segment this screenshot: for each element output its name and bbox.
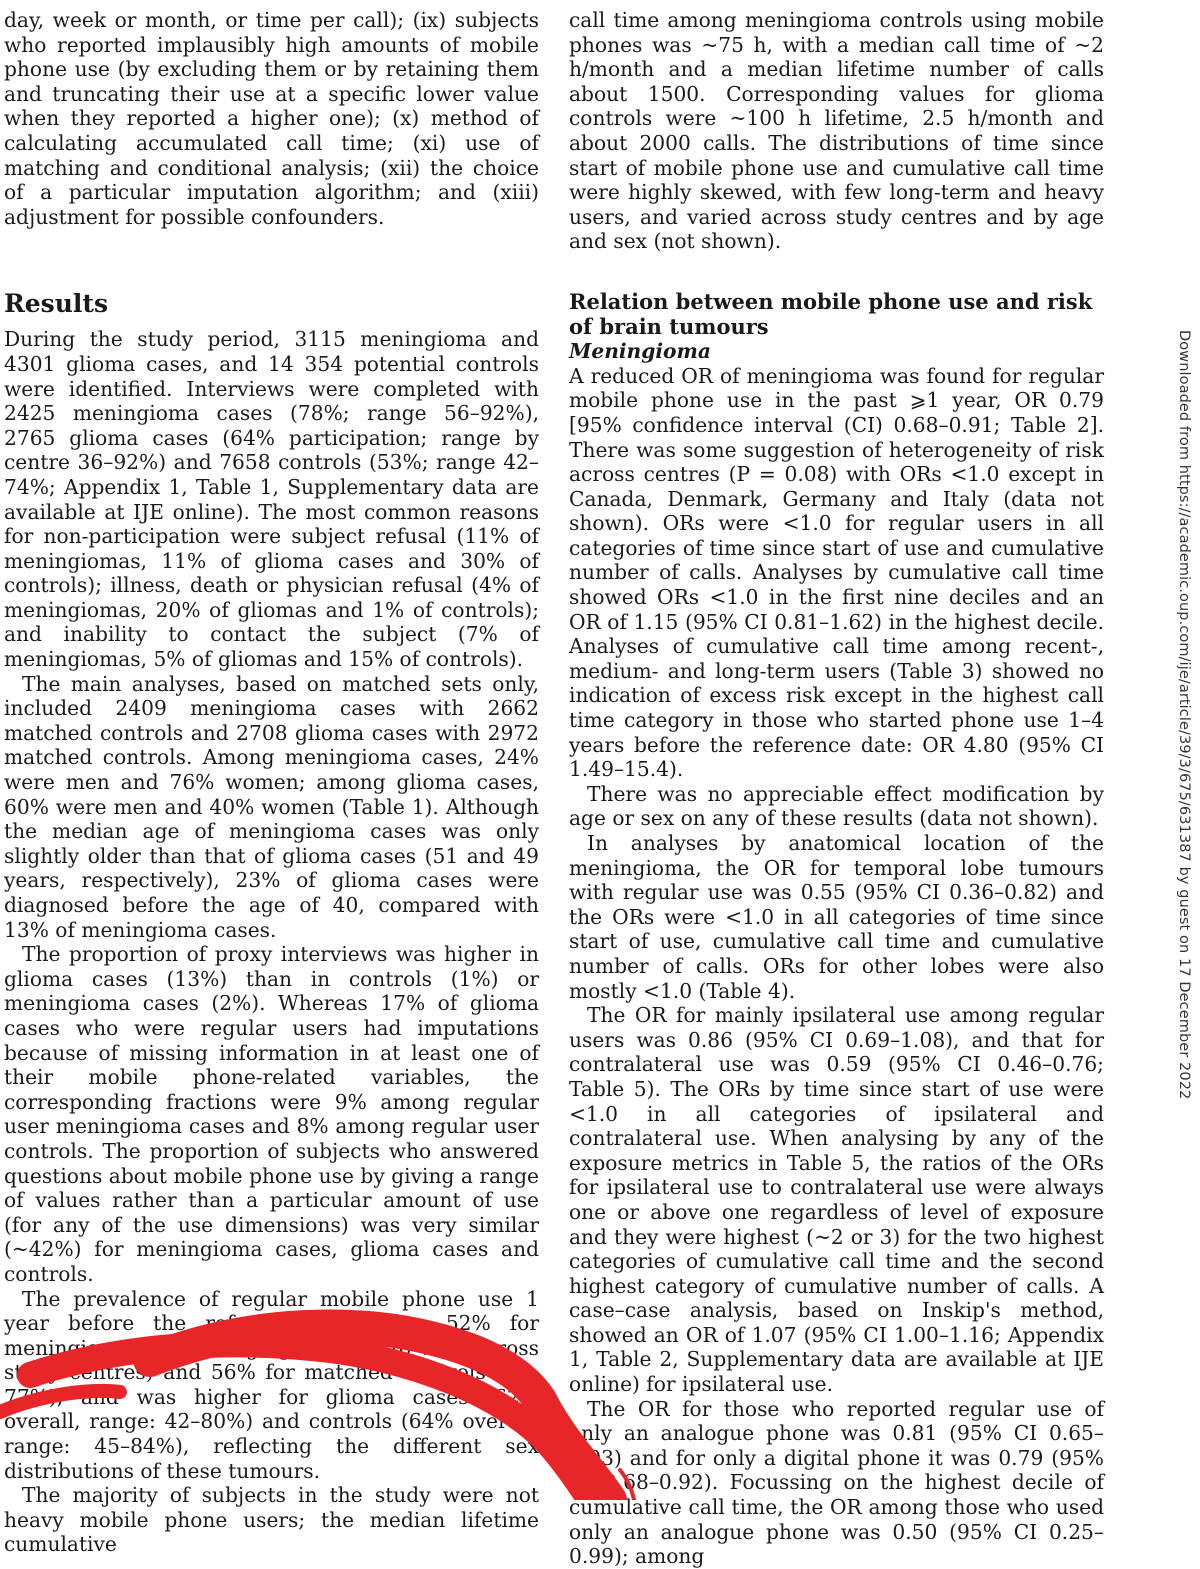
meningioma-paragraph-3: In analyses by anatomical location of the meningioma, the OR for temporal lobe tumours with regular use was 0.55 (95% CI 0.36–0.82) and the ORs were <1.0 in all categories of time since start of use, cumulative call time and cumulative number of calls. ORs for other lobes were also mostly <1.0 (Table 4). bbox=[569, 831, 1104, 1003]
download-watermark: Downloaded from https://academic.oup.com/ije/article/39/3/675/631387 by guest on 17 December 2022 bbox=[1176, 330, 1192, 1100]
relation-heading: Relation between mobile phone use and risk of brain tumours bbox=[569, 288, 1093, 339]
meningioma-paragraph-1: A reduced OR of meningioma was found for regular mobile phone use in the past ⩾1 year, OR 0.79 [95% confidence interval (CI) 0.68–0.91; Table 2]. There was some suggestion of heterogeneity of risk across centres (P = 0.08) with ORs <1.0 except in Canada, Denmark, Germany and Italy (data not shown). ORs were <1.0 for regular users in all categories of time since start of use and cumulative number of calls. Analyses by cumulative call time showed ORs <1.0 in the first nine deciles and an OR of 1.15 (95% CI 0.81–1.62) in the highest decile. Analyses of cumulative call time among recent-, medium- and long-term users (Table 3) showed no indication of excess risk except in the highest call time category in those who started phone use 1–4 years before the reference date: OR 4.80 (95% CI 1.49–15.4). bbox=[569, 363, 1104, 782]
meningioma-paragraph-4: The OR for mainly ipsilateral use among regular users was 0.86 (95% CI 0.69–1.08), and that for contralateral use was 0.59 (95% CI 0.46–0.76; Table 5). The ORs by time since start of use were <1.0 in all categories of ipsilateral and contralateral use. When analysing by any of the exposure metrics in Table 5, the ratios of the ORs for ipsilateral use to contralateral use were always one or above one regardless of level of exposure and they were highest (~2 or 3) for the two highest categories of cumulative call time and the second highest category of cumulative number of calls. A case–case analysis, based on Inskip's method, showed an OR of 1.07 (95% CI 1.00–1.16; Appendix 1, Table 2, Supplementary data are available at IJE online) for ipsilateral use. bbox=[569, 1003, 1104, 1397]
left-column bbox=[4, 8, 539, 1557]
results-paragraph-5: The majority of subjects in the study were not heavy mobile phone users; the median lifetime cumulative bbox=[4, 1483, 539, 1557]
meningioma-paragraph-2: There was no appreciable effect modification by age or sex on any of these results (data not shown). bbox=[569, 781, 1104, 831]
results-paragraph-2: The main analyses, based on matched sets only, included 2409 meningioma cases with 2662 matched controls and 2708 glioma cases with 2972 matched controls. Among meningioma cases, 24% were men and 76% women; among glioma cases, 60% were men and 40% women (Table 1). Although the median age of meningioma cases was only slightly older than that of glioma cases (51 and 49 years, respectively), 23% of glioma cases were diagnosed before the age of 40, compared with 13% of meningioma cases. bbox=[4, 671, 539, 942]
right-column bbox=[569, 8, 1104, 1569]
right-top-paragraph: call time among meningioma controls using mobile phones was ~75 h, with a median call time of ~2 h/month and a median lifetime number of calls about 1500. Corresponding values for glioma controls were ~100 h lifetime, 2.5 h/month and about 2000 calls. The distributions of time since start of mobile phone use and cumulative call time were highly skewed, with few long-term and heavy users, and varied across study centres and by age and sex (not shown). bbox=[569, 8, 1104, 254]
left-top-paragraph: day, week or month, or time per call); (ix) subjects who reported implausibly high amounts of mobile phone use (by excluding them or by retaining them and truncating their use at a specific lower value when they reported a higher one); (x) method of calculating accumulated call time; (xi) use of matching and conditional analysis; (xii) the choice of a particular imputation algorithm; and (xiii) adjustment for possible confounders. bbox=[4, 8, 539, 229]
results-heading: Results bbox=[4, 289, 109, 319]
results-paragraph-3: The proportion of proxy interviews was higher in glioma cases (13%) than in controls (1%) or meningioma cases (2%). Whereas 17% of glioma cases who were regular users had imputations because of missing information in at least one of their mobile phone-related variables, the corresponding fractions were 9% among regular user meningioma cases and 8% among regular user controls. The proportion of subjects who answered questions about mobile phone use by giving a range of values rather than a particular amount of use (for any of the use dimensions) was very similar (~42%) for meningioma cases, glioma cases and controls. bbox=[4, 942, 539, 1286]
meningioma-heading: Meningioma bbox=[569, 339, 711, 364]
results-paragraph-1: During the study period, 3115 meningioma and 4301 glioma cases, and 14 354 potential controls were identified. Interviews were completed with 2425 meningioma cases (78%; range 56–92%), 2765 glioma cases (64% participation; range by centre 36–92%) and 7658 controls (53%; range 42–74%; Appendix 1, Table 1, Supplementary data are available at IJE online). The most common reasons for non-participation were subject refusal (11% of meningiomas, 11% of glioma cases and 30% of controls); illness, death or physician refusal (4% of meningiomas, 20% of gliomas and 1% of controls); and inability to contact the subject (7% of meningiomas, 5% of gliomas and 15% of controls). bbox=[4, 327, 539, 672]
meningioma-paragraph-5: The OR for those who reported regular use of only an analogue phone was 0.81 (95% CI 0.65–1.03) and for only a digital phone it was 0.79 (95% CI 0.68–0.92). Focussing on the highest decile of cumulative call time, the OR among those who used only an analogue phone was 0.50 (95% CI 0.25–0.99); among bbox=[569, 1396, 1104, 1569]
results-paragraph-4: The prevalence of regular mobile phone use 1 year before the reference date was 52% for meningioma cases (ranging from 38 to 72% across study centres) and 56% for matched controls (35–77%), and was higher for glioma cases (62% overall, range: 42–80%) and controls (64% overall, range: 45–84%), reflecting the different sex distributions of these tumours. bbox=[4, 1286, 539, 1483]
